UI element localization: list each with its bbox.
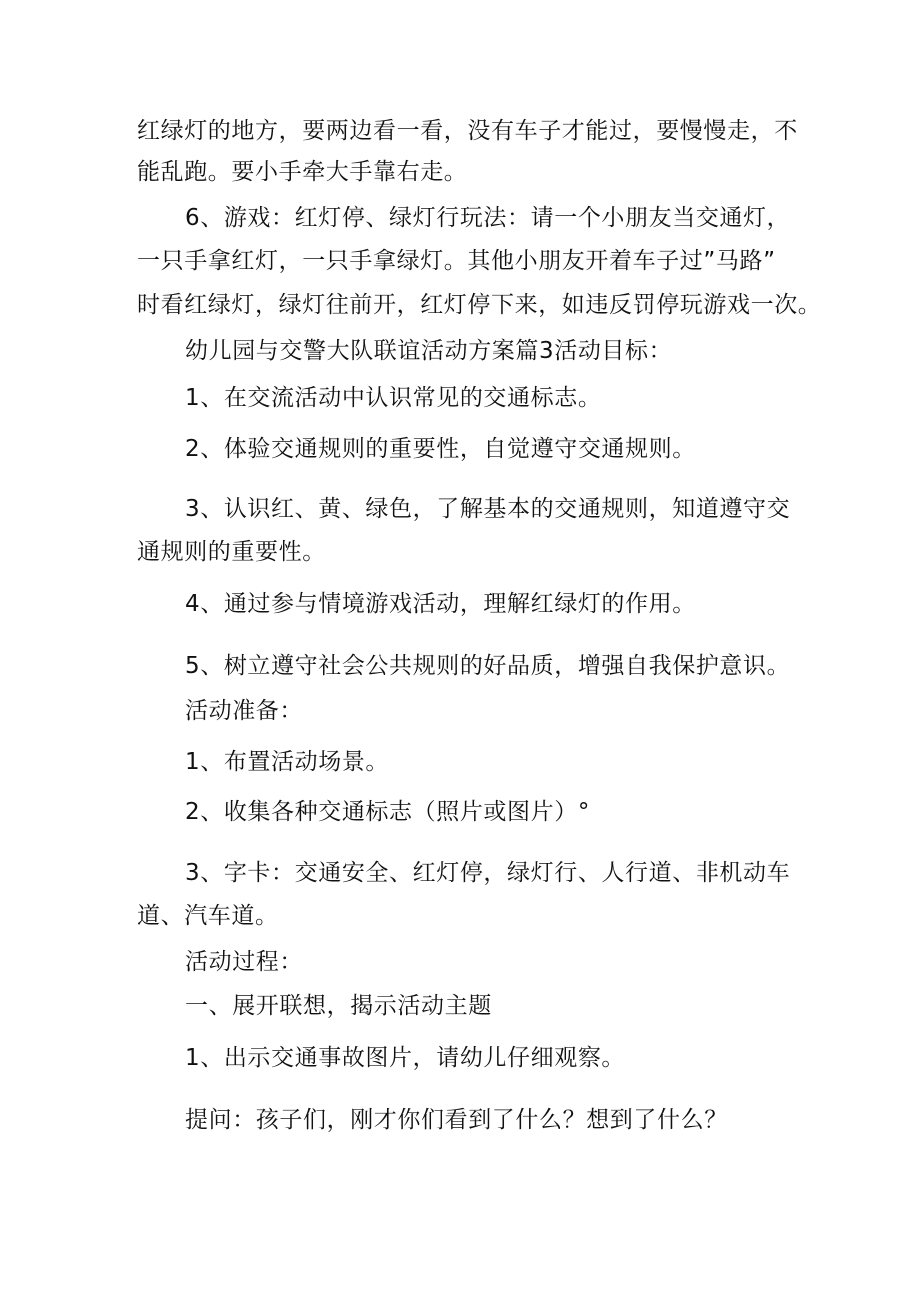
section-heading: 一、展开联想，揭示活动主题 [185, 993, 492, 1019]
text-line: 6、游戏：红灯停、绿灯行玩法：请一个小朋友当交通灯， [185, 205, 791, 231]
text-line: 提问：孩子们，刚才你们看到了什么？想到了什么？ [185, 1107, 728, 1133]
text-line: 1、布置活动场景。 [185, 749, 390, 775]
text-line: 3、认识红、黄、绿色，了解基本的交通规则，知道遵守交 [185, 496, 791, 522]
text-line: 1、在交流活动中认识常见的交通标志。 [185, 385, 602, 411]
section-heading: 幼儿园与交警大队联谊活动方案篇3活动目标： [185, 338, 673, 364]
section-heading: 活动准备： [185, 698, 303, 724]
text-line: 5、树立遵守社会公共规则的好品质，增强自我保护意识。 [185, 653, 791, 679]
section-heading: 活动过程： [185, 949, 303, 975]
text-line: 道、汽车道。 [137, 903, 279, 929]
text-line: 通规则的重要性。 [137, 539, 326, 565]
text-line: 2、收集各种交通标志（照片或图片）° [185, 799, 590, 825]
text-line: 1、出示交通事故图片，请幼儿仔细观察。 [185, 1045, 626, 1071]
text-line: 3、字卡：交通安全、红灯停，绿灯行、人行道、非机动车 [185, 860, 791, 886]
text-line: 4、通过参与情境游戏活动，理解红绿灯的作用。 [185, 591, 696, 617]
text-line: 红绿灯的地方，要两边看一看，没有车子才能过，要慢慢走，不 [137, 118, 798, 144]
text-line: 能乱跑。要小手牵大手靠右走。 [137, 159, 468, 185]
text-line: 时看红绿灯，绿灯往前开，红灯停下来，如违反罚停玩游戏一次。 [137, 292, 822, 318]
text-line: 2、体验交通规则的重要性，自觉遵守交通规则。 [185, 436, 696, 462]
text-line: 一只手拿红灯，一只手拿绿灯。其他小朋友开着车子过”马路” [137, 248, 776, 274]
